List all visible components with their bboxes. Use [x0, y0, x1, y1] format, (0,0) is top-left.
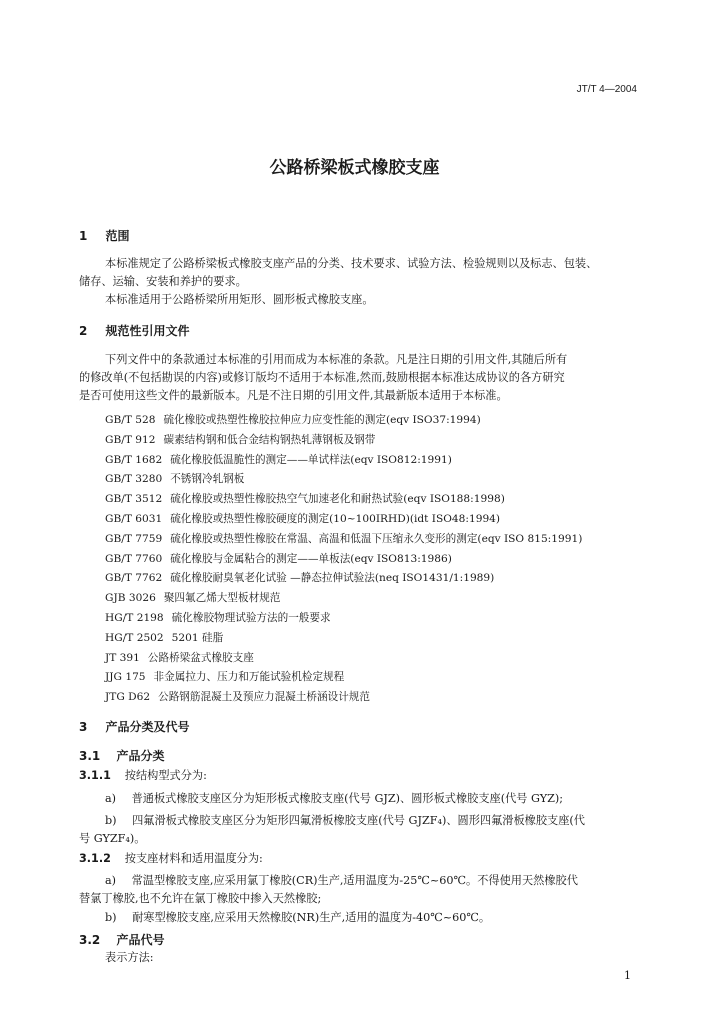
- reference-item: [105, 432, 375, 447]
- section-title: 产品代号: [116, 933, 165, 947]
- section-title: 按结构型式分为:: [124, 769, 207, 782]
- norm-intro-line: 下列文件中的条款通过本标准的引用而成为本标准的条款。凡是注日期的引用文件,其随后所有: [105, 353, 568, 366]
- material-item-b: [105, 909, 490, 926]
- reference-code: GB/T 1682: [105, 453, 163, 466]
- reference-title: 硫化橡胶低温脆性的测定——单试样法(eqv ISO812:1991): [170, 453, 452, 466]
- section-3-1-2-heading: [79, 850, 263, 867]
- reference-item: [105, 452, 452, 467]
- section-2-heading: [79, 322, 190, 339]
- reference-code: GB/T 6031: [105, 513, 163, 525]
- item-text: 普通板式橡胶支座区分为矩形板式橡胶支座(代号 GJZ)、圆形板式橡胶支座(代号 GYZ);: [131, 792, 564, 805]
- item-text: 常温型橡胶支座,应采用氯丁橡胶(CR)生产,适用温度为-25℃~60℃。不得使用天然橡胶代: [131, 874, 578, 887]
- structure-item-b-continued: 号 GYZF₄)。: [79, 832, 146, 845]
- section-number: 2: [79, 324, 88, 338]
- reference-item: [105, 531, 582, 546]
- section-number: 3.1.1: [79, 769, 111, 782]
- section-3-1-1-heading: [79, 767, 207, 784]
- reference-title: 硫化橡胶或热塑性橡胶热空气加速老化和耐热试验(eqv ISO188:1998): [170, 493, 505, 506]
- reference-title: 硫化橡胶物理试验方法的一般要求: [171, 612, 331, 624]
- reference-item: [105, 590, 280, 605]
- scope-paragraph-2: 本标准适用于公路桥梁所用矩形、圆形板式橡胶支座。: [105, 293, 374, 306]
- section-3-heading: [79, 718, 190, 735]
- page-title: 公路桥梁板式橡胶支座: [269, 158, 440, 178]
- reference-item: [105, 511, 500, 526]
- reference-item: [105, 650, 254, 665]
- item-label: b): [105, 911, 117, 924]
- section-title: 产品分类: [116, 749, 165, 763]
- section-3-2-heading: [79, 931, 164, 948]
- section-1-heading: [79, 227, 130, 244]
- section-title: 产品分类及代号: [105, 720, 190, 734]
- reference-title: 公路钢筋混凝土及预应力混凝土桥涵设计规范: [158, 691, 370, 704]
- reference-title: 硫化橡胶或热塑性橡胶硬度的测定(10~100IRHD)(idt ISO48:1994): [170, 513, 501, 525]
- code-representation-label: 表示方法:: [105, 951, 154, 964]
- reference-code: GB/T 7760: [105, 552, 163, 565]
- reference-title: 不锈钢冷轧钢板: [170, 473, 245, 486]
- reference-item: [105, 689, 370, 704]
- reference-title: 硫化橡胶或热塑性橡胶在常温、高温和低温下压缩永久变形的测定(eqv ISO 815:1991): [170, 532, 583, 545]
- reference-code: GB/T 7759: [105, 532, 163, 545]
- norm-intro-line: 的修改单(不包括勘误的内容)或修订版均不适用于本标准,然而,鼓励根据本标准达成协议的各方研究: [79, 371, 565, 384]
- structure-item-a: [105, 790, 563, 807]
- section-number: 3.1: [79, 749, 101, 763]
- reference-item: [105, 491, 505, 506]
- item-text: 耐寒型橡胶支座,应采用天然橡胶(NR)生产,适用的温度为-40℃~60℃。: [132, 911, 491, 924]
- reference-title: 聚四氟乙烯大型板材规范: [163, 592, 281, 605]
- reference-code: JJG 175: [105, 671, 146, 684]
- item-label: b): [105, 814, 117, 827]
- reference-title: 硫化橡胶耐臭氧老化试验 —静态拉伸试验法(neq ISO1431/1:1989): [170, 572, 495, 585]
- section-number: 3.1.2: [79, 852, 111, 865]
- structure-item-b: [105, 812, 585, 829]
- norm-intro-line: 是否可使用这些文件的最新版本。凡是不注日期的引用文件,其最新版本适用于本标准。: [79, 389, 508, 402]
- standard-code-header: JT/T 4—2004: [576, 84, 637, 95]
- reference-code: GJB 3026: [105, 592, 156, 605]
- reference-code: GB/T 7762: [105, 572, 163, 585]
- section-number: 1: [79, 229, 88, 243]
- reference-code: GB/T 528: [105, 414, 156, 426]
- reference-code: JT 391: [105, 651, 140, 664]
- reference-title: 硫化橡胶或热塑性橡胶拉伸应力应变性能的测定(eqv ISO37:1994): [163, 414, 481, 426]
- reference-title: 公路桥梁盆式橡胶支座: [147, 651, 254, 664]
- reference-title: 非金属拉力、压力和万能试验机检定规程: [153, 671, 345, 684]
- item-label: a): [105, 792, 117, 805]
- reference-item: [105, 610, 331, 625]
- reference-code: GB/T 912: [105, 433, 156, 446]
- reference-item: [105, 630, 223, 645]
- reference-item: [105, 570, 494, 585]
- material-item-a: [105, 872, 578, 889]
- section-number: 3: [79, 720, 88, 734]
- scope-paragraph-line: 储存、运输、安装和养护的要求。: [79, 275, 247, 288]
- reference-code: HG/T 2502: [105, 631, 164, 644]
- item-label: a): [105, 874, 117, 887]
- reference-code: HG/T 2198: [105, 612, 164, 624]
- section-title: 按支座材料和适用温度分为:: [124, 852, 263, 865]
- reference-item: [105, 551, 452, 566]
- material-item-a-continued: 替氯丁橡胶,也不允许在氯丁橡胶中掺入天然橡胶;: [79, 892, 322, 905]
- reference-item: [105, 412, 481, 427]
- reference-title: 硫化橡胶与金属粘合的测定——单板法(eqv ISO813:1986): [170, 552, 452, 565]
- reference-title: 碳素结构钢和低合金结构钢热轧薄钢板及钢带: [163, 433, 376, 446]
- page-number: 1: [624, 969, 631, 982]
- section-3-1-heading: [79, 747, 164, 764]
- reference-title: 5201 硅脂: [171, 631, 224, 644]
- reference-code: JTG D62: [105, 691, 151, 704]
- section-title: 规范性引用文件: [105, 324, 190, 338]
- scope-paragraph-line: 本标准规定了公路桥梁板式橡胶支座产品的分类、技术要求、试验方法、检验规则以及标志、包装、: [105, 257, 598, 270]
- item-text: 四氟滑板式橡胶支座区分为矩形四氟滑板橡胶支座(代号 GJZF₄)、圆形四氟滑板橡胶支座(代: [132, 814, 585, 827]
- reference-code: GB/T 3512: [105, 493, 163, 506]
- section-number: 3.2: [79, 933, 101, 947]
- reference-item: [105, 669, 344, 684]
- section-title: 范围: [105, 229, 130, 243]
- reference-item: [105, 471, 244, 486]
- reference-code: GB/T 3280: [105, 473, 163, 486]
